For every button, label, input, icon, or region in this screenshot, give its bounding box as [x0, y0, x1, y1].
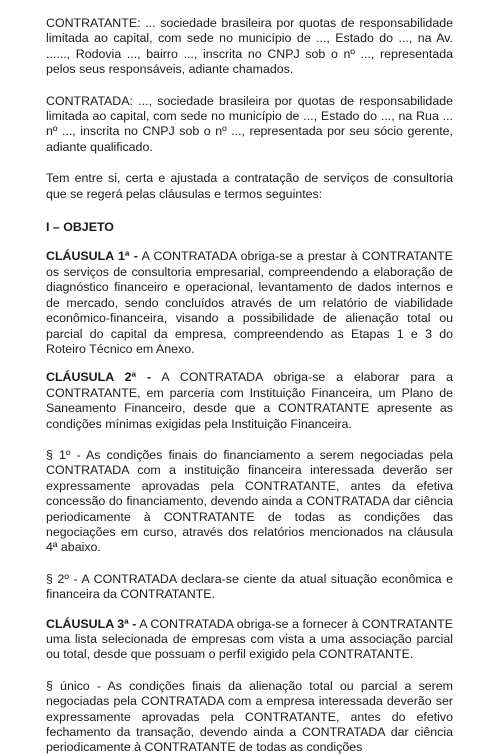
section-heading-objeto: I – OBJETO	[46, 220, 114, 235]
clause-2	[46, 370, 453, 432]
clause-3	[46, 617, 453, 663]
clause-2-lead: CLÁUSULA 2ª -	[46, 370, 152, 385]
clause-3-text: A CONTRATADA obriga-se a fornecer à CONTRATANTE uma lista selecionada de empresas com vista a uma associação parcial ou total, desde que possuam o perfil exigido pela CONTRATANTE.	[46, 616, 454, 662]
clause-2-text: A CONTRATADA obriga-se a elaborar para a CONTRATANTE, em parceria com Instituição Financeira, um Plano de Saneamento Financeiro, desde que a CONTRATANTE apresente as condições mínimas exigidas pela Instituição Financeira.	[46, 370, 454, 431]
paragraph-1: § 1º - As condições finais do financiamento a serem negociadas pela CONTRATADA com a instituição financeira interessada deverão ser expressamente aprovadas pela CONTRATANTE, antes da efetiva concessão do financiamento, devendo ainda a CONTRATADA dar ciência periodicamente à CONTRATANTE de todas as condições das negociações em curso, através dos relatórios mencionados na cláusula 4ª abaixo.	[46, 447, 453, 555]
contratante-paragraph: CONTRATANTE: ... sociedade brasileira por quotas de responsabilidade limitada ao capital, com sede no município de ..., Estado do ..., na Av. ......, Rodovia ..., bairro ..., inscrita no CNPJ sob o nº ..., representada pelos seus responsáveis, adiante chamados.	[46, 16, 453, 77]
contratada-paragraph: CONTRATADA: ..., sociedade brasileira por quotas de responsabilidade limitada ao capital, com sede no município de ..., Estado do ..., na Rua ... nº ..., inscrita no CNPJ sob o nº ..., representada por seu sócio gerente, adiante qualificado.	[46, 93, 453, 154]
clause-1-text: A CONTRATADA obriga-se a prestar à CONTRATANTE os serviços de consultoria empresarial, compreendendo a elaboração de diagnóstico financeiro e operacional, levantamento de dados internos e de mercado, sendo concluídos através de um relatório de viabilidade econômico-financeira, visando a possibilidade de alienação total ou parcial do capital da empresa, compreendendo as Etapas 1 e 3 do Roteiro Técnico em Anexo.	[46, 249, 454, 356]
intro-paragraph: Tem entre si, certa e ajustada a contratação de serviços de consultoria que se regerá pelas cláusulas e termos seguintes:	[46, 171, 453, 201]
paragraph-unico: § único - As condições finais da alienação total ou parcial a serem negociadas pela CONTRATADA com a empresa interessada deverão ser expressamente aprovadas pela CONTRATANTE, antes do efetivo fechamento da transação, devendo ainda a CONTRATADA dar ciência periodicamente à CONTRATANTE de todas as condições	[46, 678, 453, 755]
clause-1	[46, 249, 453, 357]
paragraph-2: § 2º - A CONTRATADA declara-se ciente da atual situação econômica e financeira da CONTRATANTE.	[46, 571, 453, 602]
clause-3-lead: CLÁUSULA 3ª -	[46, 616, 137, 631]
clause-1-lead: CLÁUSULA 1ª -	[46, 249, 138, 264]
document-body-top	[46, 16, 453, 756]
